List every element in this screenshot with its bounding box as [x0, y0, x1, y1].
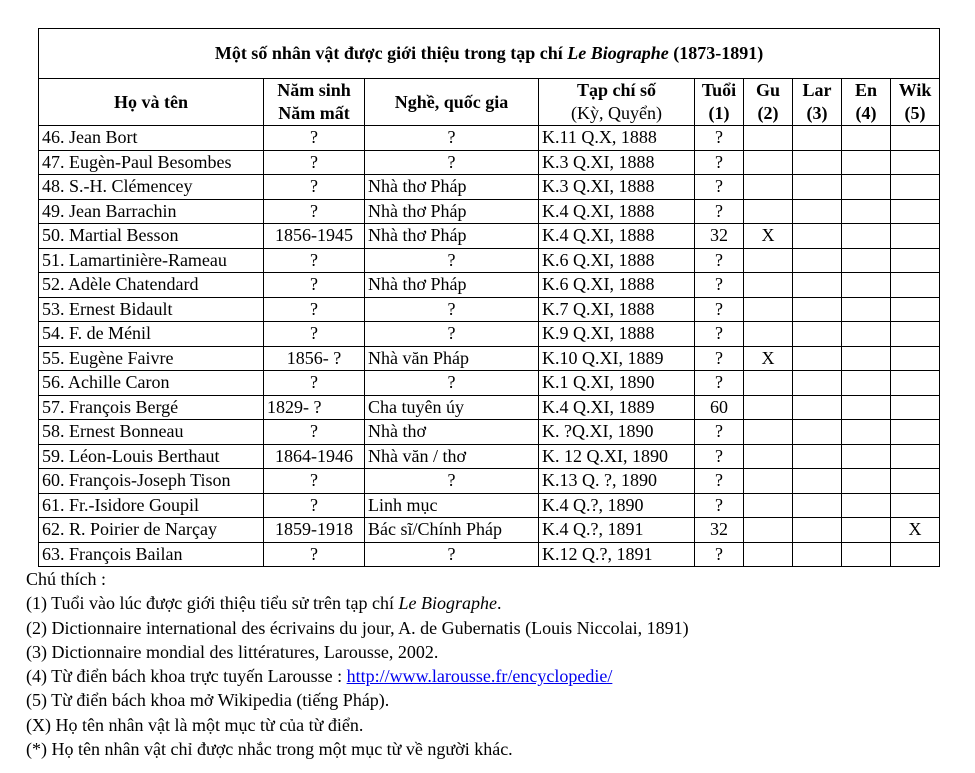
- table-row: [39, 199, 940, 224]
- cell-age: ?: [695, 150, 744, 175]
- cell-profession: Cha tuyên úy: [365, 395, 539, 420]
- cell-age: ?: [695, 493, 744, 518]
- cell-gu: [744, 371, 793, 396]
- header-wik-title: Wik: [898, 80, 932, 100]
- header-journal-title: Tạp chí số: [576, 80, 657, 100]
- cell-age: ?: [695, 175, 744, 200]
- note-1-suffix: .: [497, 593, 502, 614]
- cell-age: ?: [695, 346, 744, 371]
- header-en-title: En: [854, 80, 878, 100]
- cell-lar: [793, 248, 842, 273]
- cell-name: 59. Léon-Louis Berthaut: [39, 444, 264, 469]
- cell-wik: [891, 395, 940, 420]
- header-name: Họ và tên: [39, 79, 264, 126]
- cell-gu: [744, 199, 793, 224]
- table-row: [39, 371, 940, 396]
- cell-en: [842, 199, 891, 224]
- header-row: [39, 79, 940, 126]
- header-age: [695, 79, 744, 126]
- cell-name: 47. Eugèn-Paul Besombes: [39, 150, 264, 175]
- table-row: [39, 395, 940, 420]
- note-1-journal: Le Biographe: [398, 593, 497, 614]
- cell-gu: [744, 297, 793, 322]
- table-row: [39, 150, 940, 175]
- header-lar-title: Lar: [802, 80, 832, 100]
- cell-en: [842, 175, 891, 200]
- cell-gu: [744, 175, 793, 200]
- cell-profession: Nhà văn / thơ: [365, 444, 539, 469]
- cell-age: 32: [695, 518, 744, 543]
- cell-en: [842, 542, 891, 567]
- header-wik-ref: (5): [904, 103, 926, 123]
- cell-wik: [891, 420, 940, 445]
- cell-gu: [744, 420, 793, 445]
- cell-years: 1859-1918: [264, 518, 365, 543]
- cell-age: ?: [695, 469, 744, 494]
- cell-gu: [744, 469, 793, 494]
- table-row: [39, 297, 940, 322]
- cell-issue: K.11 Q.X, 1888: [539, 126, 695, 151]
- cell-issue: K.9 Q.XI, 1888: [539, 322, 695, 347]
- cell-issue: K.4 Q.?, 1890: [539, 493, 695, 518]
- larousse-link[interactable]: http://www.larousse.fr/encyclopedie/: [346, 666, 613, 687]
- cell-years: ?: [264, 493, 365, 518]
- cell-gu: [744, 248, 793, 273]
- table-row: [39, 518, 940, 543]
- cell-issue: K.4 Q.?, 1891: [539, 518, 695, 543]
- note-4-prefix: (4) Từ điển bách khoa trực tuyến Larousse :: [26, 666, 347, 687]
- note-1-prefix: (1) Tuổi vào lúc được giới thiệu tiểu sử trên tạp chí: [26, 593, 399, 614]
- cell-lar: [793, 444, 842, 469]
- cell-name: 53. Ernest Bidault: [39, 297, 264, 322]
- cell-age: 32: [695, 224, 744, 249]
- header-wik: [891, 79, 940, 126]
- cell-profession: ?: [365, 126, 539, 151]
- table-row: [39, 273, 940, 298]
- cell-wik: [891, 297, 940, 322]
- cell-years: ?: [264, 248, 365, 273]
- cell-lar: [793, 199, 842, 224]
- cell-lar: [793, 126, 842, 151]
- cell-lar: [793, 371, 842, 396]
- cell-wik: [891, 542, 940, 567]
- cell-age: ?: [695, 273, 744, 298]
- header-en: [842, 79, 891, 126]
- cell-wik: [891, 126, 940, 151]
- cell-wik: [891, 493, 940, 518]
- cell-profession: Nhà thơ Pháp: [365, 199, 539, 224]
- cell-wik: [891, 150, 940, 175]
- cell-name: 48. S.-H. Clémencey: [39, 175, 264, 200]
- table-row: [39, 322, 940, 347]
- cell-en: [842, 444, 891, 469]
- header-journal-sub: (Kỳ, Quyển): [571, 103, 662, 123]
- header-journal: [539, 79, 695, 126]
- header-age-title: Tuổi: [701, 80, 737, 100]
- cell-issue: K.10 Q.XI, 1889: [539, 346, 695, 371]
- cell-wik: [891, 346, 940, 371]
- table-row: [39, 420, 940, 445]
- cell-gu: [744, 444, 793, 469]
- cell-issue: K.4 Q.XI, 1888: [539, 224, 695, 249]
- cell-age: ?: [695, 444, 744, 469]
- cell-profession: ?: [365, 248, 539, 273]
- title-years: (1873-1891): [673, 43, 764, 63]
- cell-profession: Nhà thơ Pháp: [365, 273, 539, 298]
- cell-lar: [793, 224, 842, 249]
- cell-lar: [793, 395, 842, 420]
- header-death: Năm mất: [278, 103, 350, 123]
- cell-wik: [891, 469, 940, 494]
- cell-name: 46. Jean Bort: [39, 126, 264, 151]
- cell-gu: X: [744, 224, 793, 249]
- cell-name: 58. Ernest Bonneau: [39, 420, 264, 445]
- cell-issue: K. ?Q.XI, 1890: [539, 420, 695, 445]
- cell-name: 51. Lamartinière-Rameau: [39, 248, 264, 273]
- cell-wik: [891, 273, 940, 298]
- cell-wik: [891, 322, 940, 347]
- cell-en: [842, 224, 891, 249]
- cell-gu: X: [744, 346, 793, 371]
- header-age-ref: (1): [708, 103, 730, 123]
- cell-years: ?: [264, 322, 365, 347]
- cell-profession: Bác sĩ/Chính Pháp: [365, 518, 539, 543]
- cell-name: 61. Fr.-Isidore Goupil: [39, 493, 264, 518]
- header-gu-title: Gu: [755, 80, 780, 100]
- cell-name: 62. R. Poirier de Narçay: [39, 518, 264, 543]
- table-row: [39, 248, 940, 273]
- cell-en: [842, 395, 891, 420]
- cell-en: [842, 420, 891, 445]
- cell-lar: [793, 273, 842, 298]
- cell-age: ?: [695, 420, 744, 445]
- cell-profession: ?: [365, 469, 539, 494]
- table-row: [39, 126, 940, 151]
- cell-wik: X: [891, 518, 940, 543]
- cell-lar: [793, 346, 842, 371]
- table-row: [39, 444, 940, 469]
- cell-en: [842, 518, 891, 543]
- header-gu: [744, 79, 793, 126]
- title-main: Một số nhân vật được giới thiệu trong tạp chí: [214, 43, 563, 63]
- cell-gu: [744, 150, 793, 175]
- cell-years: ?: [264, 371, 365, 396]
- cell-age: ?: [695, 371, 744, 396]
- note-x: (X) Họ tên nhân vật là một mục từ của từ điển.: [26, 714, 364, 735]
- cell-profession: ?: [365, 322, 539, 347]
- cell-age: ?: [695, 199, 744, 224]
- cell-age: 60: [695, 395, 744, 420]
- cell-issue: K.6 Q.XI, 1888: [539, 273, 695, 298]
- cell-profession: ?: [365, 542, 539, 567]
- cell-name: 57. François Bergé: [39, 395, 264, 420]
- cell-name: 54. F. de Ménil: [39, 322, 264, 347]
- cell-age: ?: [695, 248, 744, 273]
- cell-years: ?: [264, 297, 365, 322]
- cell-profession: Nhà thơ Pháp: [365, 224, 539, 249]
- cell-gu: [744, 395, 793, 420]
- notes: [26, 567, 939, 761]
- cell-years: ?: [264, 420, 365, 445]
- cell-profession: ?: [365, 371, 539, 396]
- cell-issue: K.3 Q.XI, 1888: [539, 150, 695, 175]
- cell-profession: ?: [365, 297, 539, 322]
- cell-lar: [793, 150, 842, 175]
- title-journal: Le Biographe: [567, 43, 669, 63]
- cell-lar: [793, 175, 842, 200]
- table-body: [39, 126, 940, 567]
- cell-issue: K.13 Q. ?, 1890: [539, 469, 695, 494]
- table-row: [39, 542, 940, 567]
- cell-name: 56. Achille Caron: [39, 371, 264, 396]
- cell-name: 52. Adèle Chatendard: [39, 273, 264, 298]
- cell-profession: ?: [365, 150, 539, 175]
- note-5: (5) Từ điển bách khoa mở Wikipedia (tiếng Pháp).: [26, 690, 390, 711]
- cell-years: ?: [264, 542, 365, 567]
- cell-wik: [891, 248, 940, 273]
- cell-en: [842, 346, 891, 371]
- cell-issue: K.3 Q.XI, 1888: [539, 175, 695, 200]
- cell-profession: Nhà văn Pháp: [365, 346, 539, 371]
- cell-lar: [793, 493, 842, 518]
- cell-issue: K.12 Q.?, 1891: [539, 542, 695, 567]
- cell-gu: [744, 322, 793, 347]
- figures-table: [38, 28, 940, 567]
- header-birth: Năm sinh: [277, 80, 351, 100]
- cell-en: [842, 150, 891, 175]
- note-star: (*) Họ tên nhân vật chỉ được nhắc trong một mục từ về người khác.: [26, 739, 513, 760]
- cell-years: 1829- ?: [264, 395, 365, 420]
- document: [26, 28, 939, 761]
- cell-wik: [891, 444, 940, 469]
- cell-age: ?: [695, 322, 744, 347]
- cell-years: ?: [264, 273, 365, 298]
- cell-wik: [891, 371, 940, 396]
- header-lar-ref: (3): [806, 103, 828, 123]
- note-1: [26, 591, 939, 615]
- cell-gu: [744, 542, 793, 567]
- cell-age: ?: [695, 297, 744, 322]
- cell-lar: [793, 297, 842, 322]
- cell-issue: K.4 Q.XI, 1889: [539, 395, 695, 420]
- cell-en: [842, 371, 891, 396]
- notes-heading: Chú thích :: [26, 569, 106, 589]
- header-years: [264, 79, 365, 126]
- table-row: [39, 175, 940, 200]
- cell-years: 1864-1946: [264, 444, 365, 469]
- cell-en: [842, 126, 891, 151]
- cell-lar: [793, 322, 842, 347]
- cell-name: 50. Martial Besson: [39, 224, 264, 249]
- header-en-ref: (4): [855, 103, 877, 123]
- cell-en: [842, 248, 891, 273]
- table-row: [39, 493, 940, 518]
- table-row: [39, 346, 940, 371]
- cell-lar: [793, 542, 842, 567]
- cell-name: 63. François Bailan: [39, 542, 264, 567]
- cell-issue: K.1 Q.XI, 1890: [539, 371, 695, 396]
- cell-en: [842, 322, 891, 347]
- cell-age: ?: [695, 542, 744, 567]
- cell-profession: Nhà thơ Pháp: [365, 175, 539, 200]
- cell-years: 1856-1945: [264, 224, 365, 249]
- cell-years: ?: [264, 199, 365, 224]
- cell-en: [842, 297, 891, 322]
- cell-gu: [744, 126, 793, 151]
- cell-issue: K.4 Q.XI, 1888: [539, 199, 695, 224]
- header-lar: [793, 79, 842, 126]
- cell-profession: Linh mục: [365, 493, 539, 518]
- note-4: [26, 664, 939, 688]
- cell-en: [842, 469, 891, 494]
- cell-name: 55. Eugène Faivre: [39, 346, 264, 371]
- note-2: (2) Dictionnaire international des écrivains du jour, A. de Gubernatis (Louis Niccolai, 1891): [26, 617, 689, 638]
- cell-years: ?: [264, 150, 365, 175]
- table-title: [39, 29, 940, 79]
- note-3: (3) Dictionnaire mondial des littératures, Larousse, 2002.: [26, 641, 439, 662]
- cell-gu: [744, 518, 793, 543]
- cell-name: 60. François-Joseph Tison: [39, 469, 264, 494]
- cell-age: ?: [695, 126, 744, 151]
- cell-gu: [744, 493, 793, 518]
- cell-lar: [793, 469, 842, 494]
- cell-issue: K.7 Q.XI, 1888: [539, 297, 695, 322]
- cell-wik: [891, 175, 940, 200]
- cell-issue: K. 12 Q.XI, 1890: [539, 444, 695, 469]
- cell-lar: [793, 420, 842, 445]
- table-row: [39, 469, 940, 494]
- cell-lar: [793, 518, 842, 543]
- cell-name: 49. Jean Barrachin: [39, 199, 264, 224]
- header-gu-ref: (2): [757, 103, 779, 123]
- cell-gu: [744, 273, 793, 298]
- cell-issue: K.6 Q.XI, 1888: [539, 248, 695, 273]
- cell-profession: Nhà thơ: [365, 420, 539, 445]
- cell-years: ?: [264, 126, 365, 151]
- cell-years: ?: [264, 469, 365, 494]
- cell-years: 1856- ?: [264, 346, 365, 371]
- cell-wik: [891, 199, 940, 224]
- table-row: [39, 224, 940, 249]
- cell-years: ?: [264, 175, 365, 200]
- header-profession: Nghề, quốc gia: [365, 79, 539, 126]
- cell-en: [842, 273, 891, 298]
- cell-en: [842, 493, 891, 518]
- cell-wik: [891, 224, 940, 249]
